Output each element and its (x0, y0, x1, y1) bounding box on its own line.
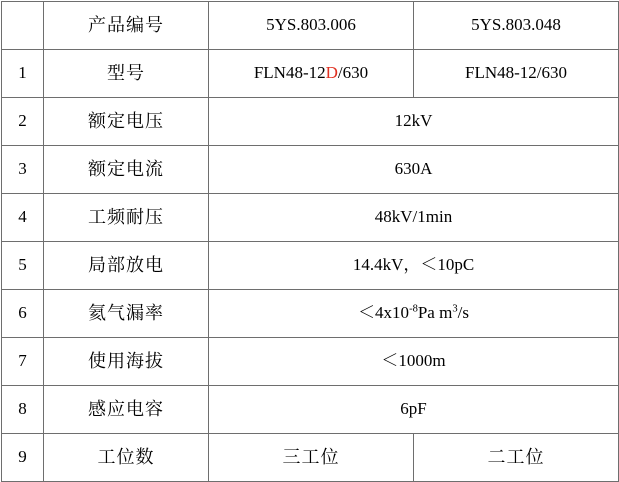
model-highlight: D (325, 63, 338, 83)
row-item-label: 工频耐压 (44, 194, 209, 242)
row-value-merged: 12kV (209, 98, 619, 146)
row-value-merged: 48kV/1min (209, 194, 619, 242)
row-item-label: 感应电容 (44, 386, 209, 434)
leak-rate-suffix: /s (457, 303, 469, 323)
row-value-merged: 6pF (209, 386, 619, 434)
row-index (2, 2, 44, 50)
row-index: 6 (2, 290, 44, 338)
row-index: 7 (2, 338, 44, 386)
row-index: 3 (2, 146, 44, 194)
row-value-merged (209, 290, 619, 338)
table-row (2, 98, 619, 146)
table-row (2, 242, 619, 290)
table-row (2, 50, 619, 98)
row-index: 1 (2, 50, 44, 98)
row-value-col1: 5YS.803.006 (209, 2, 414, 50)
row-value-col2: 二工位 (414, 434, 619, 482)
row-item-label: 额定电压 (44, 98, 209, 146)
row-item-label: 局部放电 (44, 242, 209, 290)
row-item-label: 使用海拔 (44, 338, 209, 386)
row-index: 8 (2, 386, 44, 434)
table-row (2, 386, 619, 434)
model-suffix: /630 (337, 63, 369, 83)
table-row (2, 338, 619, 386)
row-value-merged: 14.4kV，＜10pC (209, 242, 619, 290)
row-item-label: 额定电流 (44, 146, 209, 194)
leak-rate-prefix: ＜4x10 (358, 303, 410, 323)
row-index: 4 (2, 194, 44, 242)
table-row (2, 2, 619, 50)
row-value-merged: 630A (209, 146, 619, 194)
row-item-label: 氦气漏率 (44, 290, 209, 338)
model-prefix: FLN48-12 (253, 63, 326, 83)
table-row (2, 290, 619, 338)
row-value-col2: 5YS.803.048 (414, 2, 619, 50)
row-item-label: 产品编号 (44, 2, 209, 50)
row-index: 9 (2, 434, 44, 482)
table-row (2, 146, 619, 194)
row-item-label: 型号 (44, 50, 209, 98)
leak-rate-mid: Pa m (417, 303, 453, 323)
leak-rate-exponent: -8 (409, 303, 418, 315)
table-row (2, 434, 619, 482)
table-row (2, 194, 619, 242)
row-index: 2 (2, 98, 44, 146)
row-value-col1: 三工位 (209, 434, 414, 482)
leak-rate-cubic: 3 (452, 303, 458, 315)
row-value-col2: FLN48-12/630 (414, 50, 619, 98)
specification-table (1, 1, 619, 482)
row-value-merged: ＜1000m (209, 338, 619, 386)
row-index: 5 (2, 242, 44, 290)
row-item-label: 工位数 (44, 434, 209, 482)
row-value-col1 (209, 50, 414, 98)
